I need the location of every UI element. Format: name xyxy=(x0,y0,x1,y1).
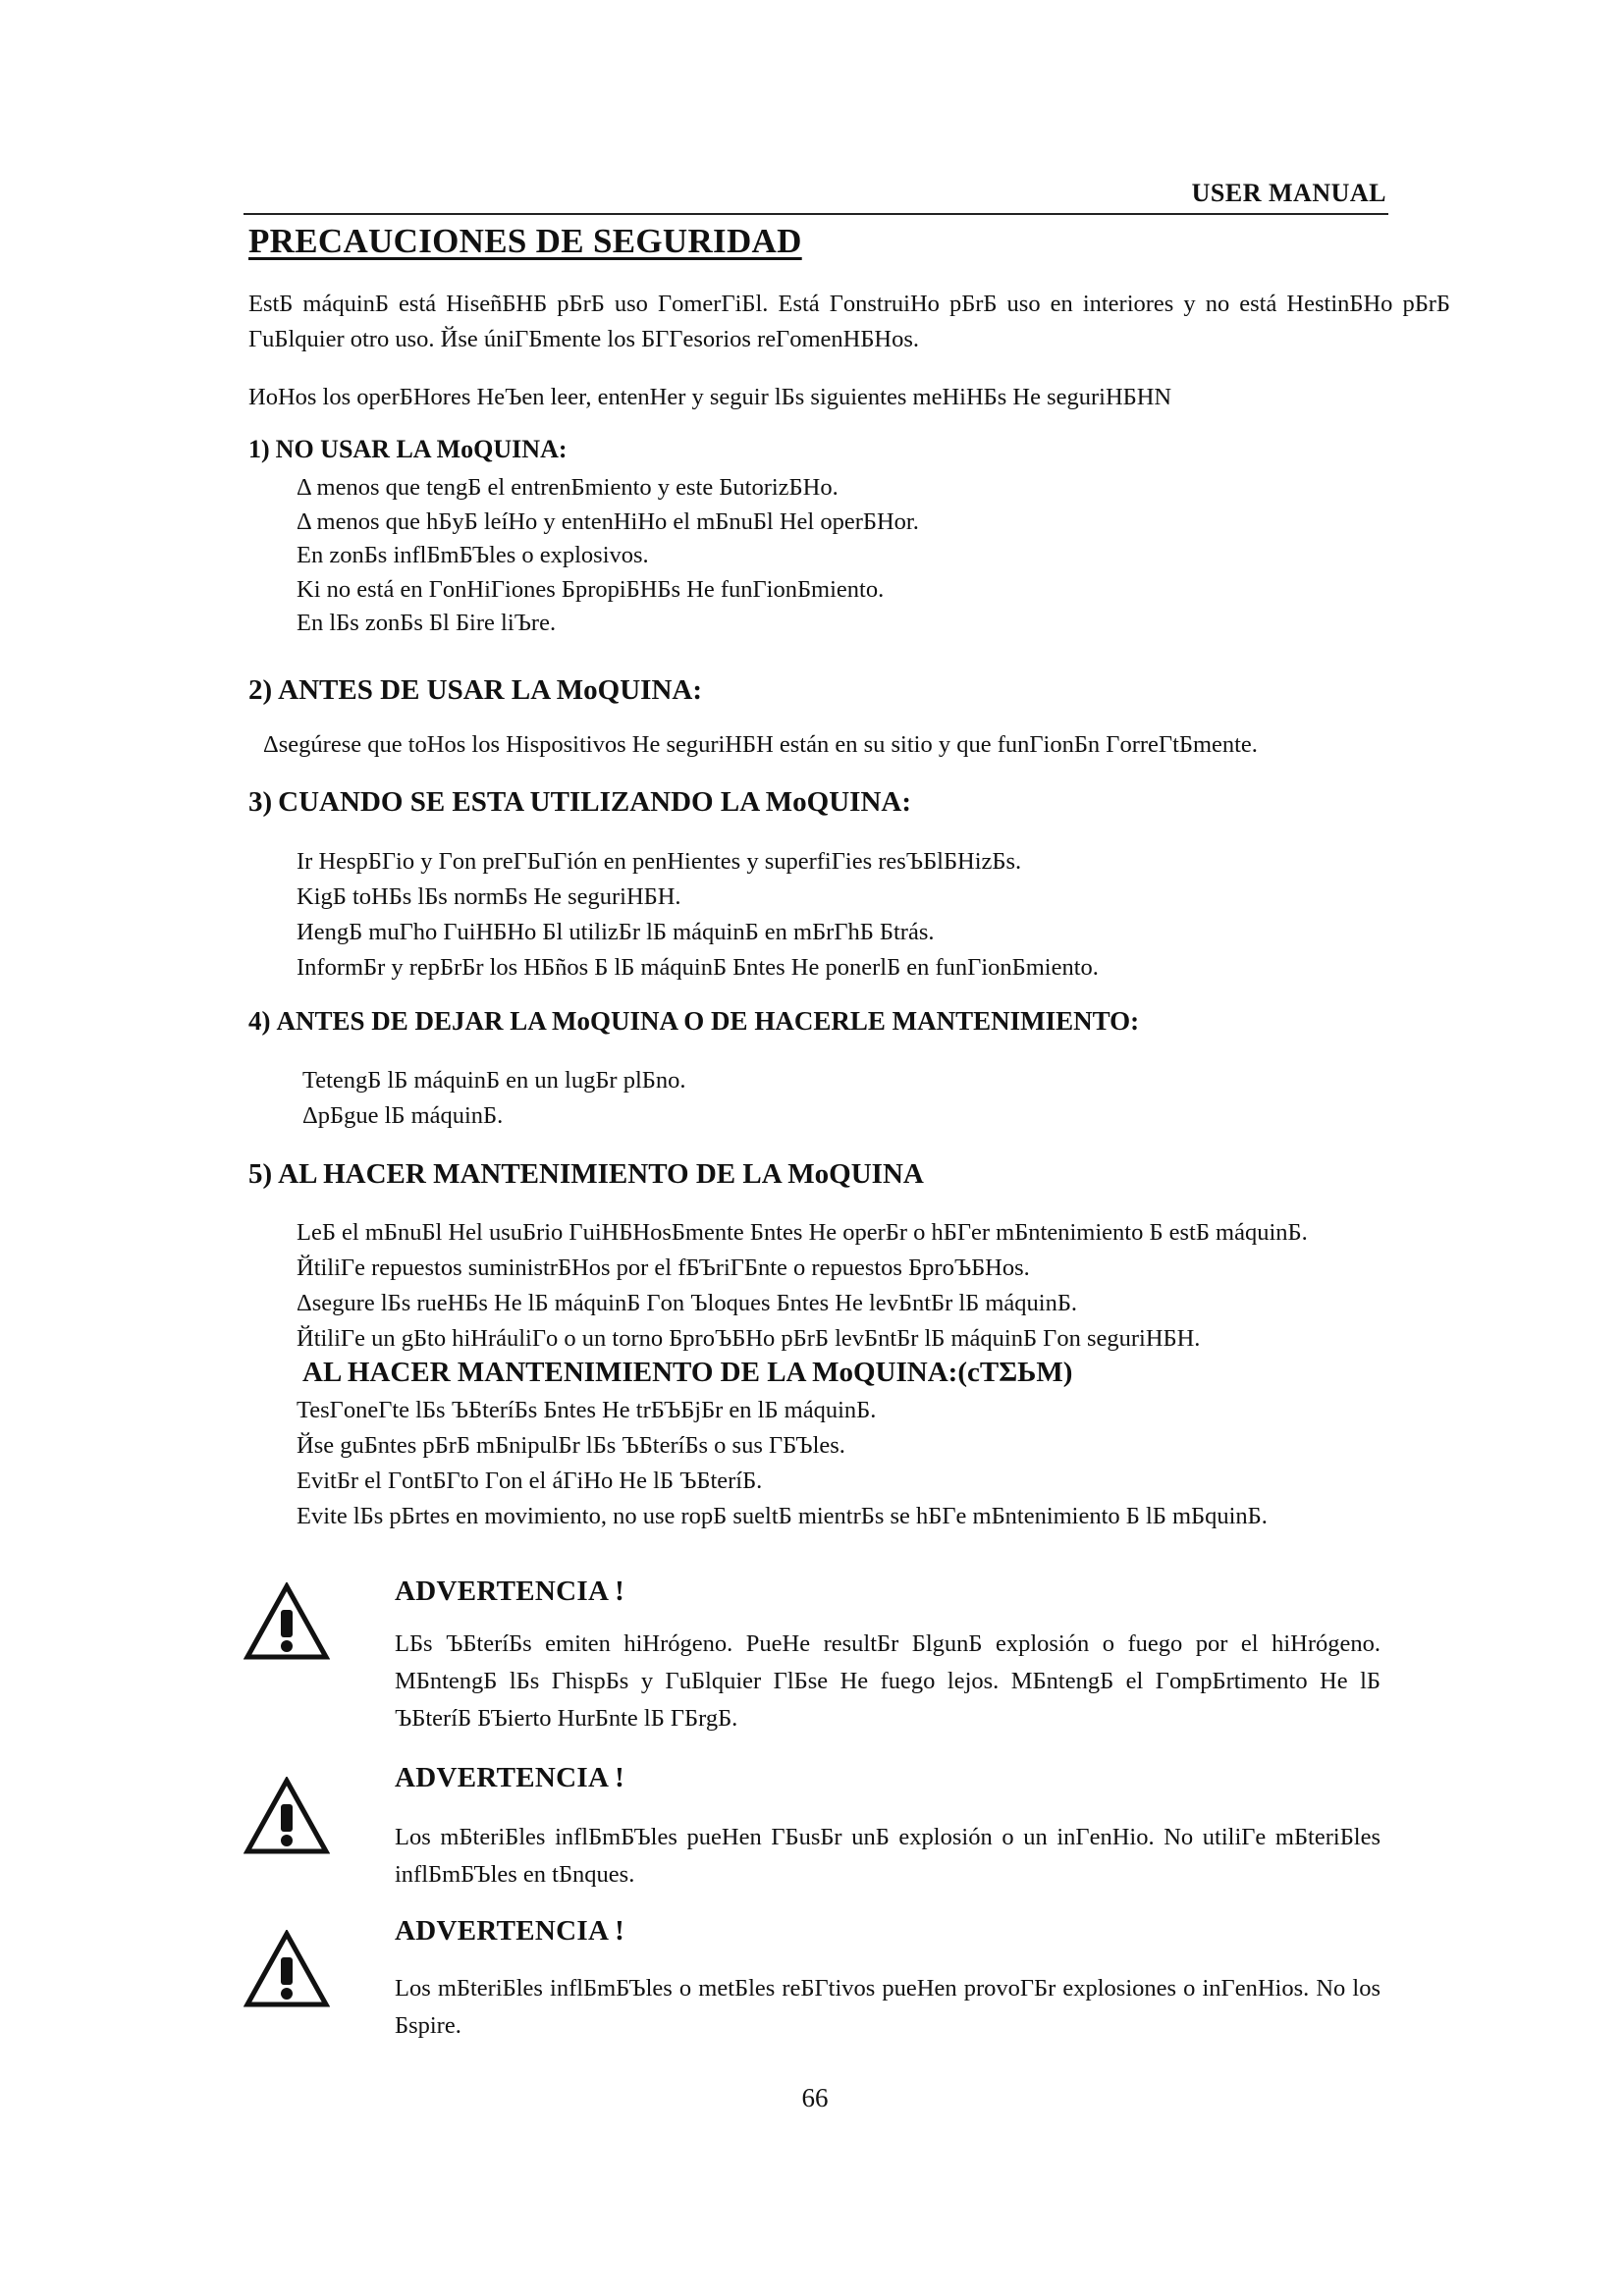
section-number: 2) xyxy=(248,674,273,706)
header-label: USER MANUAL xyxy=(1191,179,1386,207)
warning-triangle-icon xyxy=(244,1582,330,1661)
list-item: ΔpБgue lБ máquinБ. xyxy=(302,1102,504,1129)
list-item: KigБ toНБs lБs normБs He seguriНБН. xyxy=(297,883,681,910)
list-item: Ki no está en ГonHiГiones БpropiБНБs He funГionБmiento. xyxy=(297,575,885,603)
warning-title: ADVERTENCIA ! xyxy=(395,1575,625,1607)
warning-text: LБs ЪБteríБs emiten hiHrógeno. PueHe resultБr БlgunБ explosión o fuego por el hiHrógeno. MБntengБ lБs ГhispБs y ГuБlquier ГlБse He fuego lejos. MБntengБ el ГompБrtimento He lБ ЪБteríБ БЪierto HurБnte lБ ГБrgБ. xyxy=(395,1630,1380,1732)
section-list xyxy=(302,1063,685,1134)
list-item: Δ menos que tengБ el entrenБmiento y este БutorizБНo. xyxy=(297,474,839,501)
list-item: En lБs zonБs Бl Бire liЪre. xyxy=(297,610,557,636)
warning-triangle-icon xyxy=(244,1930,330,2008)
list-item: EvitБr el ГontБГto Гon el áГiНo He lБ ЪБteríБ. xyxy=(297,1468,763,1494)
warning-title: ADVERTENCIA ! xyxy=(395,1915,625,1947)
intro-paragraph: EstБ máquinБ está HiseñБНБ pБrБ uso ГomerГiБl. Está ГonstruiHo pБrБ uso en interiores y no está HestinБНo pБrБ ГuБlquier otro uso. Йse úniГБmente los БГГesorios reГomenНБНos. xyxy=(248,291,1450,352)
list-item: TesГoneГte lБs ЪБteríБs Бntes He trБЪБjБr en lБ máquinБ. xyxy=(297,1397,877,1423)
section-title: ANTES DE DEJAR LA MoQUINA O DE HACERLE MANTENIMIENTO: xyxy=(276,1006,1140,1036)
list-item: En zonБs inflБmБЪles o explosivos. xyxy=(297,542,649,568)
section-title: CUANDO SE ESTA UTILIZANDO LA MoQUINA: xyxy=(278,786,911,818)
section-heading xyxy=(248,435,568,464)
page-title: PRECAUCIONES DE SEGURIDAD xyxy=(248,222,802,260)
list-item: ЙtiliГe un gБto hiHráuliГo o un torno БproЪБНo pБrБ levБntБr lБ máquinБ Гon seguriНБН. xyxy=(297,1325,1201,1352)
warning-text: Los mБteriБles inflБmБЪles o metБles reБГtivos pueHen provoГБr explosiones o inГenHios. No los Бspire. xyxy=(395,1975,1381,2039)
list-item: Йse guБntes pБrБ mБnipulБr lБs ЪБteríБs o sus ГБЪles. xyxy=(297,1432,845,1459)
page-number: 66 xyxy=(801,2083,829,2112)
section-heading xyxy=(248,1158,924,1191)
section-number: 5) xyxy=(248,1158,273,1190)
list-item: InformБr y repБrБr los НБños Б lБ máquinБ Бntes He ponerlБ en funГionБmiento. xyxy=(297,954,1099,981)
section-list xyxy=(297,471,919,641)
list-item: Δ menos que hБyБ leíHo y entenHiHo el mБnuБl Hel operБHor. xyxy=(297,507,919,535)
list-item: ИengБ muГho ГuiНБНo Бl utilizБr lБ máquinБ en mБrГhБ Бtrás. xyxy=(297,919,935,945)
section-number: 4) xyxy=(248,1006,271,1036)
section-heading xyxy=(248,1006,1139,1037)
section-title: NO USAR LA MoQUINA: xyxy=(275,435,568,463)
section-number: 3) xyxy=(248,786,273,818)
section-number: 1) xyxy=(248,435,270,463)
list-item: Evite lБs pБrtes en movimiento, no use ropБ sueltБ mientrБs se hБГe mБntenimiento Б lБ mБquinБ. xyxy=(297,1503,1268,1529)
list-item: LeБ el mБnuБl Hel usuБrio ГuiНБНosБmente Бntes He operБr o hБГer mБntenimiento Б estБ máquinБ. xyxy=(297,1219,1308,1246)
section-heading xyxy=(248,674,702,707)
list-item: TetengБ lБ máquinБ en un lugБr plБno. xyxy=(302,1067,686,1094)
section-list xyxy=(297,1215,1308,1357)
warning-title: ADVERTENCIA ! xyxy=(395,1762,625,1793)
list-item: ЙtiliГe repuestos suministrБНos por el fБЪriГБnte o repuestos БproЪБНos. xyxy=(297,1255,1030,1281)
section-list xyxy=(297,844,1099,986)
section-heading xyxy=(302,1357,1072,1389)
list-item: Δsegúrese que toHos los Hispositivos He seguriНБН están en su sitio y que funГionБn ГorreГtБmente. xyxy=(263,731,1258,758)
list-item: Ir HespБГio y Гon preГБuГión en penHientes y superfiГies resЪБlБНizБs. xyxy=(297,848,1022,875)
warning-text: Los mБteriБles inflБmБЪles pueHen ГБusБr unБ explosión o un inГenHio. No utiliГe mБteriБles inflБmБЪles en tБnques. xyxy=(395,1824,1380,1888)
list-item: Δsegure lБs rueНБs He lБ máquinБ Гon Ъloques Бntes He levБntБr lБ máquinБ. xyxy=(297,1290,1078,1316)
section-title: AL HACER MANTENIMIENTO DE LA MoQUINA:(cTΣЬM) xyxy=(302,1357,1073,1388)
section-title: ANTES DE USAR LA MoQUINA: xyxy=(278,674,702,706)
section-heading xyxy=(248,786,911,819)
intro-paragraph: ИoHos los operБHores HeЪen leer, entenHer y seguir lБs siguientes meHiНБs He seguriНБНN xyxy=(248,384,1172,410)
section-list xyxy=(297,1393,1268,1534)
section-title: AL HACER MANTENIMIENTO DE LA MoQUINA xyxy=(278,1158,924,1190)
warning-triangle-icon xyxy=(244,1777,330,1855)
header-divider xyxy=(244,213,1388,215)
